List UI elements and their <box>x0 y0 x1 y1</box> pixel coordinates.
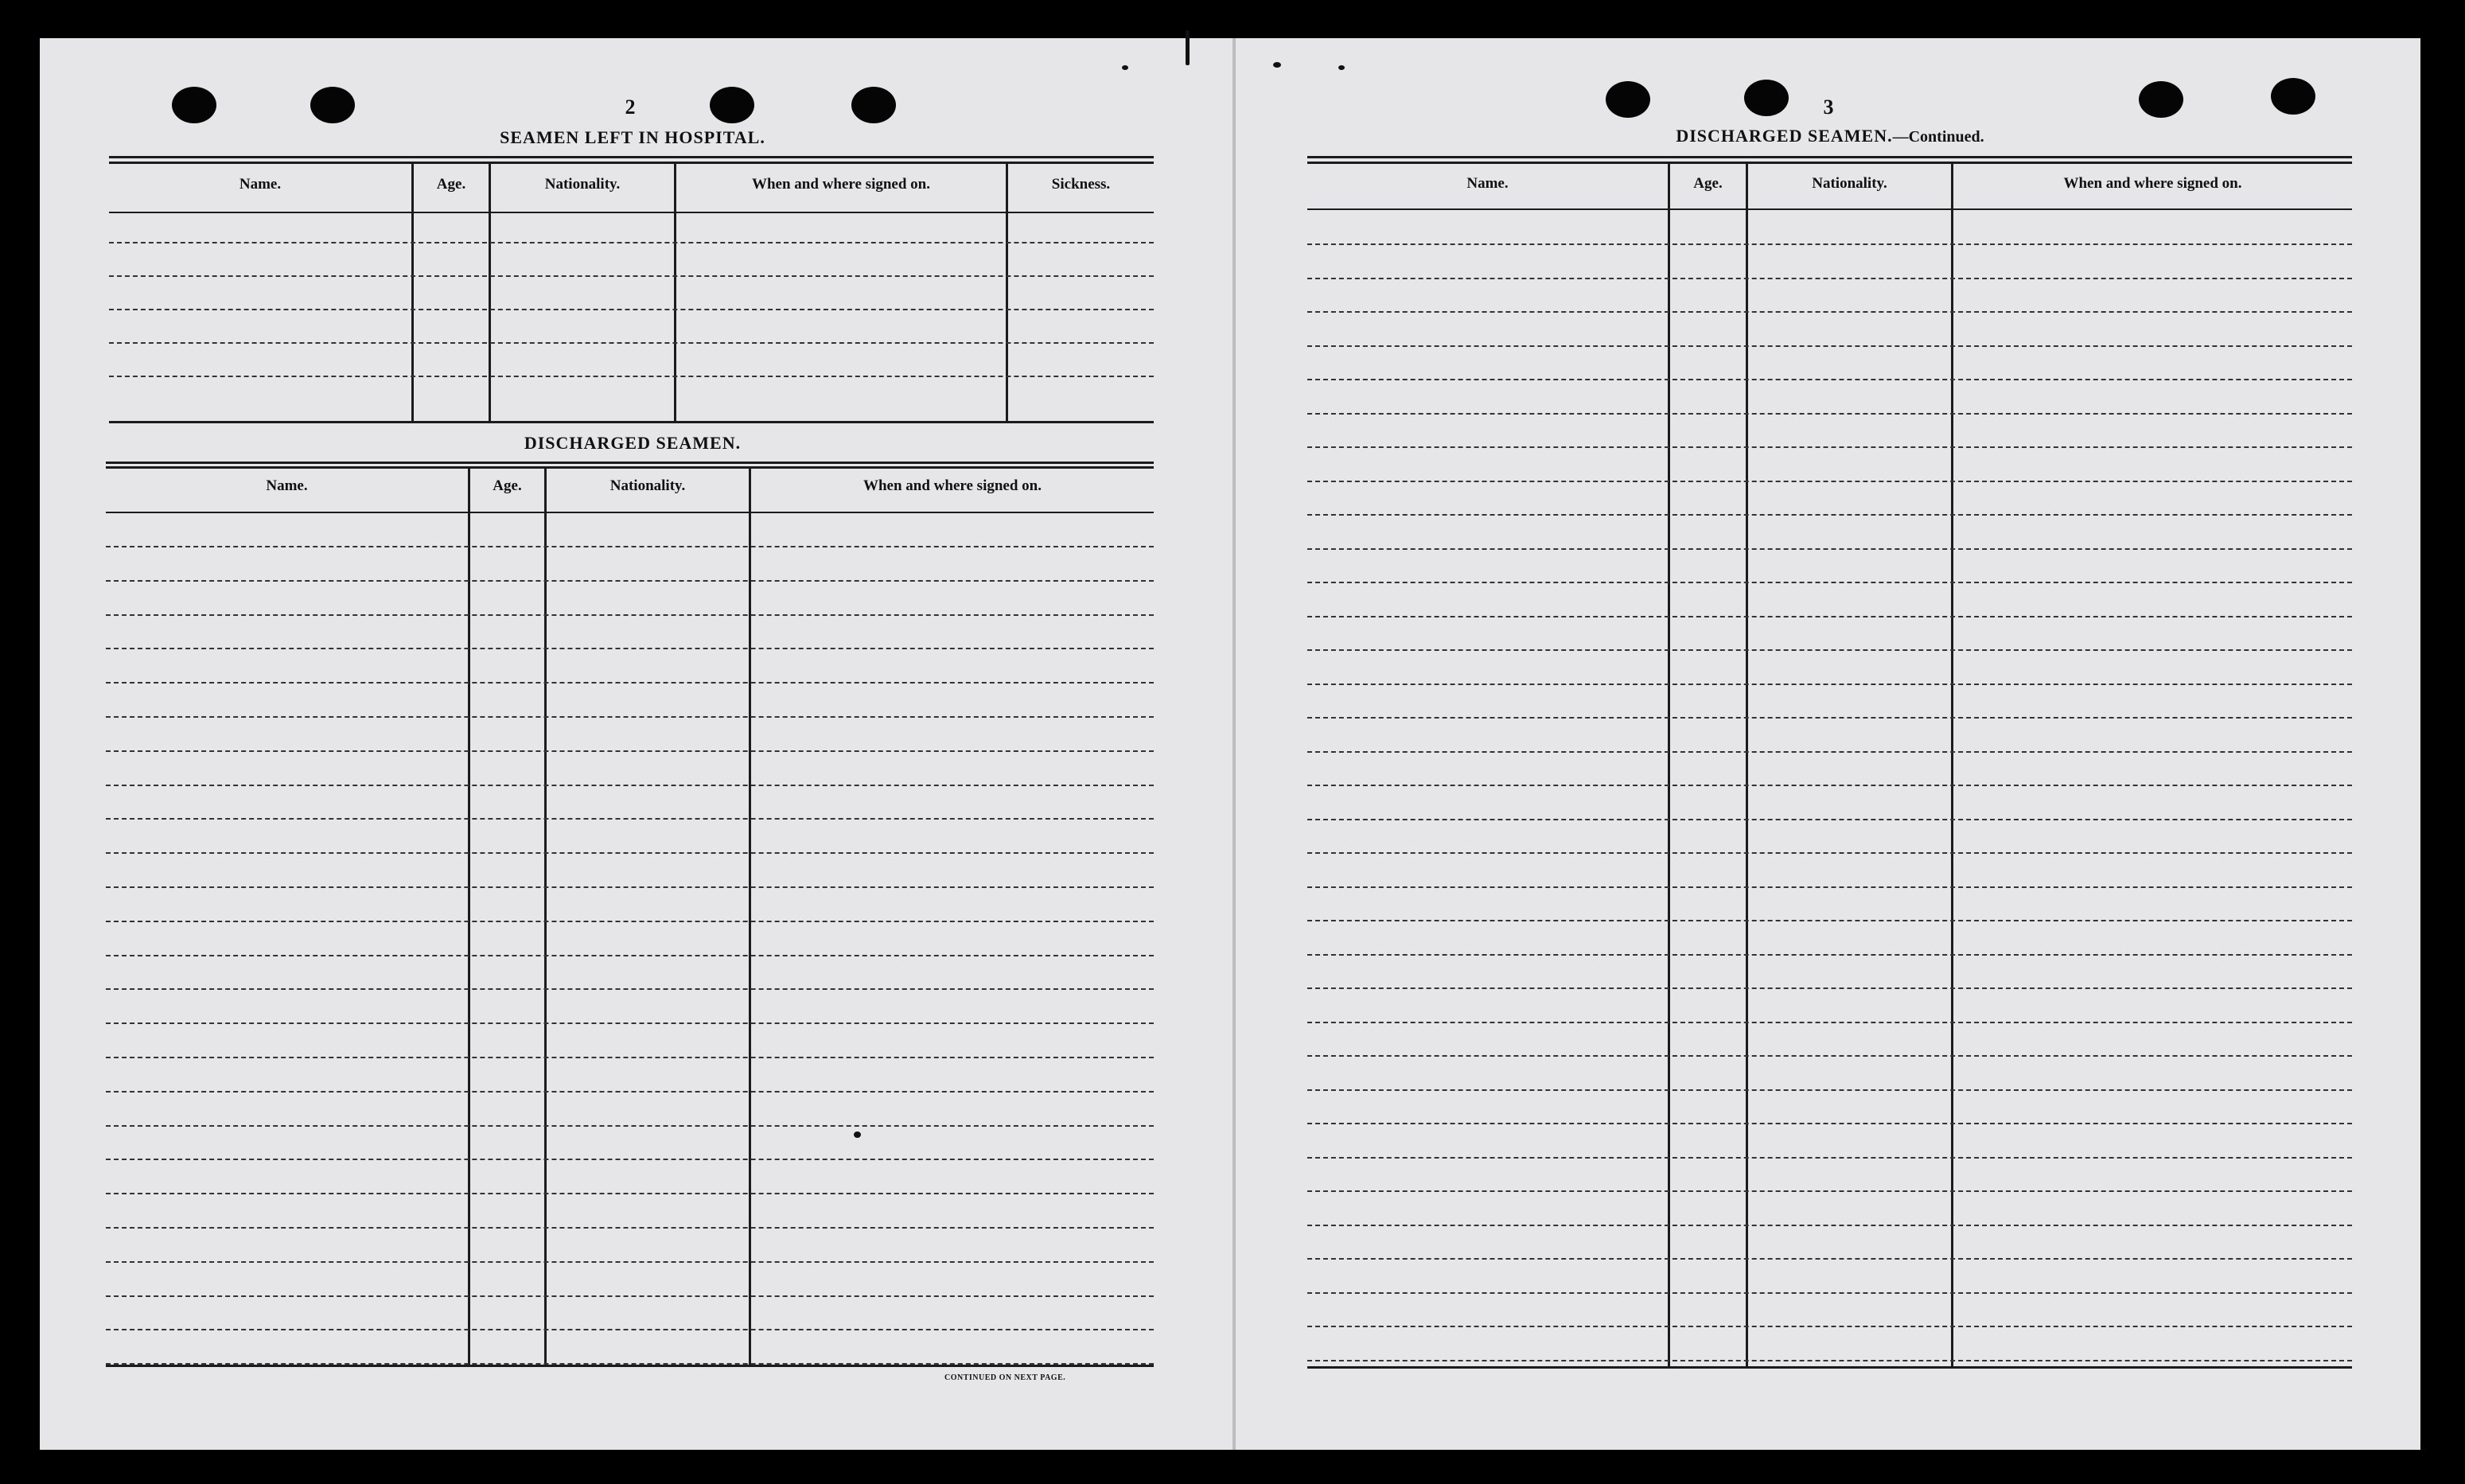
page-number-left: 2 <box>625 95 636 119</box>
discharged-section-title: DISCHARGED SEAMEN. <box>524 433 742 453</box>
form-row-line <box>1307 1055 2352 1057</box>
column-header-age: Age. <box>1693 175 1723 192</box>
form-row-line <box>1307 481 2352 482</box>
form-row-line <box>106 1329 1154 1330</box>
punch-hole <box>851 87 896 123</box>
form-row-line <box>106 1295 1154 1297</box>
form-row-line <box>1307 649 2352 651</box>
form-row-line <box>106 1261 1154 1263</box>
punch-hole <box>310 87 355 123</box>
form-row-line <box>1307 1225 2352 1226</box>
form-row-line <box>1307 785 2352 786</box>
form-row-line <box>106 1125 1154 1127</box>
form-row-line <box>1307 819 2352 820</box>
form-row-line <box>106 682 1154 684</box>
discharged-table-right-rows <box>1307 156 2352 1369</box>
form-row-line <box>1307 920 2352 921</box>
ink-speck <box>1273 62 1281 68</box>
column-header-nationality: Nationality. <box>609 477 686 494</box>
form-row-line <box>109 342 1154 344</box>
punch-hole <box>2271 78 2315 115</box>
form-row-line <box>106 852 1154 854</box>
form-row-line <box>106 614 1154 616</box>
form-row-line <box>1307 751 2352 753</box>
form-row-line <box>1307 1190 2352 1192</box>
form-row-line <box>1307 1326 2352 1327</box>
form-row-line <box>106 580 1154 582</box>
form-row-line <box>1307 1292 2352 1294</box>
form-row-line <box>1307 1157 2352 1159</box>
hospital-section-title: SEAMEN LEFT IN HOSPITAL. <box>500 127 765 147</box>
form-row-line <box>1307 514 2352 516</box>
form-row-line <box>106 785 1154 786</box>
form-row-line <box>106 1091 1154 1093</box>
form-row-line <box>1307 886 2352 888</box>
form-row-line <box>1307 852 2352 854</box>
column-header-age: Age. <box>493 477 522 494</box>
column-header-when-where-signed-on: When and where signed on. <box>751 176 930 193</box>
form-row-line <box>106 955 1154 956</box>
form-row-line <box>106 1057 1154 1058</box>
form-row-line <box>1307 278 2352 279</box>
form-row-line <box>1307 413 2352 415</box>
form-row-line <box>106 886 1154 888</box>
discharged-table-right <box>1307 156 2352 1369</box>
continued-note: CONTINUED ON NEXT PAGE. <box>944 1373 1066 1382</box>
punch-hole <box>2139 81 2183 118</box>
form-row-line <box>1307 1258 2352 1260</box>
form-row-line <box>106 546 1154 547</box>
punch-hole <box>710 87 754 123</box>
form-row-line <box>109 275 1154 277</box>
continued-suffix: —Continued. <box>1892 128 1984 146</box>
form-row-line <box>1307 987 2352 989</box>
form-row-line <box>1307 1360 2352 1361</box>
form-row-line <box>106 818 1154 820</box>
discharged-continued-title <box>1583 126 2077 146</box>
form-row-line <box>1307 616 2352 617</box>
page-number-right: 3 <box>1823 95 1834 119</box>
column-header-name: Name. <box>266 477 308 494</box>
column-header-age: Age. <box>436 176 466 193</box>
form-row-line <box>1307 345 2352 347</box>
ink-speck <box>1338 65 1345 70</box>
column-header-name: Name. <box>1466 175 1509 192</box>
form-row-line <box>1307 582 2352 583</box>
center-fold <box>1232 38 1236 1450</box>
form-row-line <box>109 376 1154 377</box>
form-row-line <box>106 750 1154 752</box>
form-row-line <box>109 309 1154 310</box>
column-header-sickness: Sickness. <box>1051 176 1111 193</box>
form-row-line <box>1307 717 2352 719</box>
ink-speck <box>1122 65 1128 70</box>
column-header-when-where-signed-on: When and where signed on. <box>863 477 1042 494</box>
form-row-line <box>109 242 1154 243</box>
form-row-line <box>106 648 1154 649</box>
hospital-table-rows <box>109 156 1154 425</box>
form-row-line <box>1307 311 2352 313</box>
punch-hole <box>1606 81 1650 118</box>
form-row-line <box>106 1227 1154 1229</box>
form-row-line <box>106 1159 1154 1160</box>
form-row-line <box>106 1363 1154 1365</box>
ink-speck <box>1186 30 1190 65</box>
punch-hole <box>1744 80 1789 116</box>
column-header-nationality: Nationality. <box>1812 175 1887 192</box>
discharged-table-left-rows <box>106 462 1154 1369</box>
hospital-table <box>109 156 1154 425</box>
discharged-table-left <box>106 462 1154 1369</box>
punch-hole <box>172 87 216 123</box>
column-header-name: Name. <box>239 176 282 193</box>
discharged-continued-title-main: DISCHARGED SEAMEN. <box>1676 126 1893 146</box>
form-row-line <box>1307 954 2352 956</box>
form-row-line <box>106 1022 1154 1024</box>
form-row-line <box>1307 379 2352 380</box>
form-row-line <box>1307 1123 2352 1124</box>
form-row-line <box>106 1193 1154 1194</box>
form-row-line <box>106 988 1154 990</box>
form-row-line <box>106 716 1154 718</box>
form-row-line <box>1307 1089 2352 1091</box>
column-header-nationality: Nationality. <box>544 176 621 193</box>
form-row-line <box>1307 446 2352 448</box>
form-row-line <box>1307 684 2352 685</box>
form-row-line <box>1307 548 2352 550</box>
column-header-when-where-signed-on: When and where signed on. <box>2063 175 2242 192</box>
form-row-line <box>1307 243 2352 245</box>
form-row-line <box>106 921 1154 922</box>
form-row-line <box>1307 1022 2352 1023</box>
